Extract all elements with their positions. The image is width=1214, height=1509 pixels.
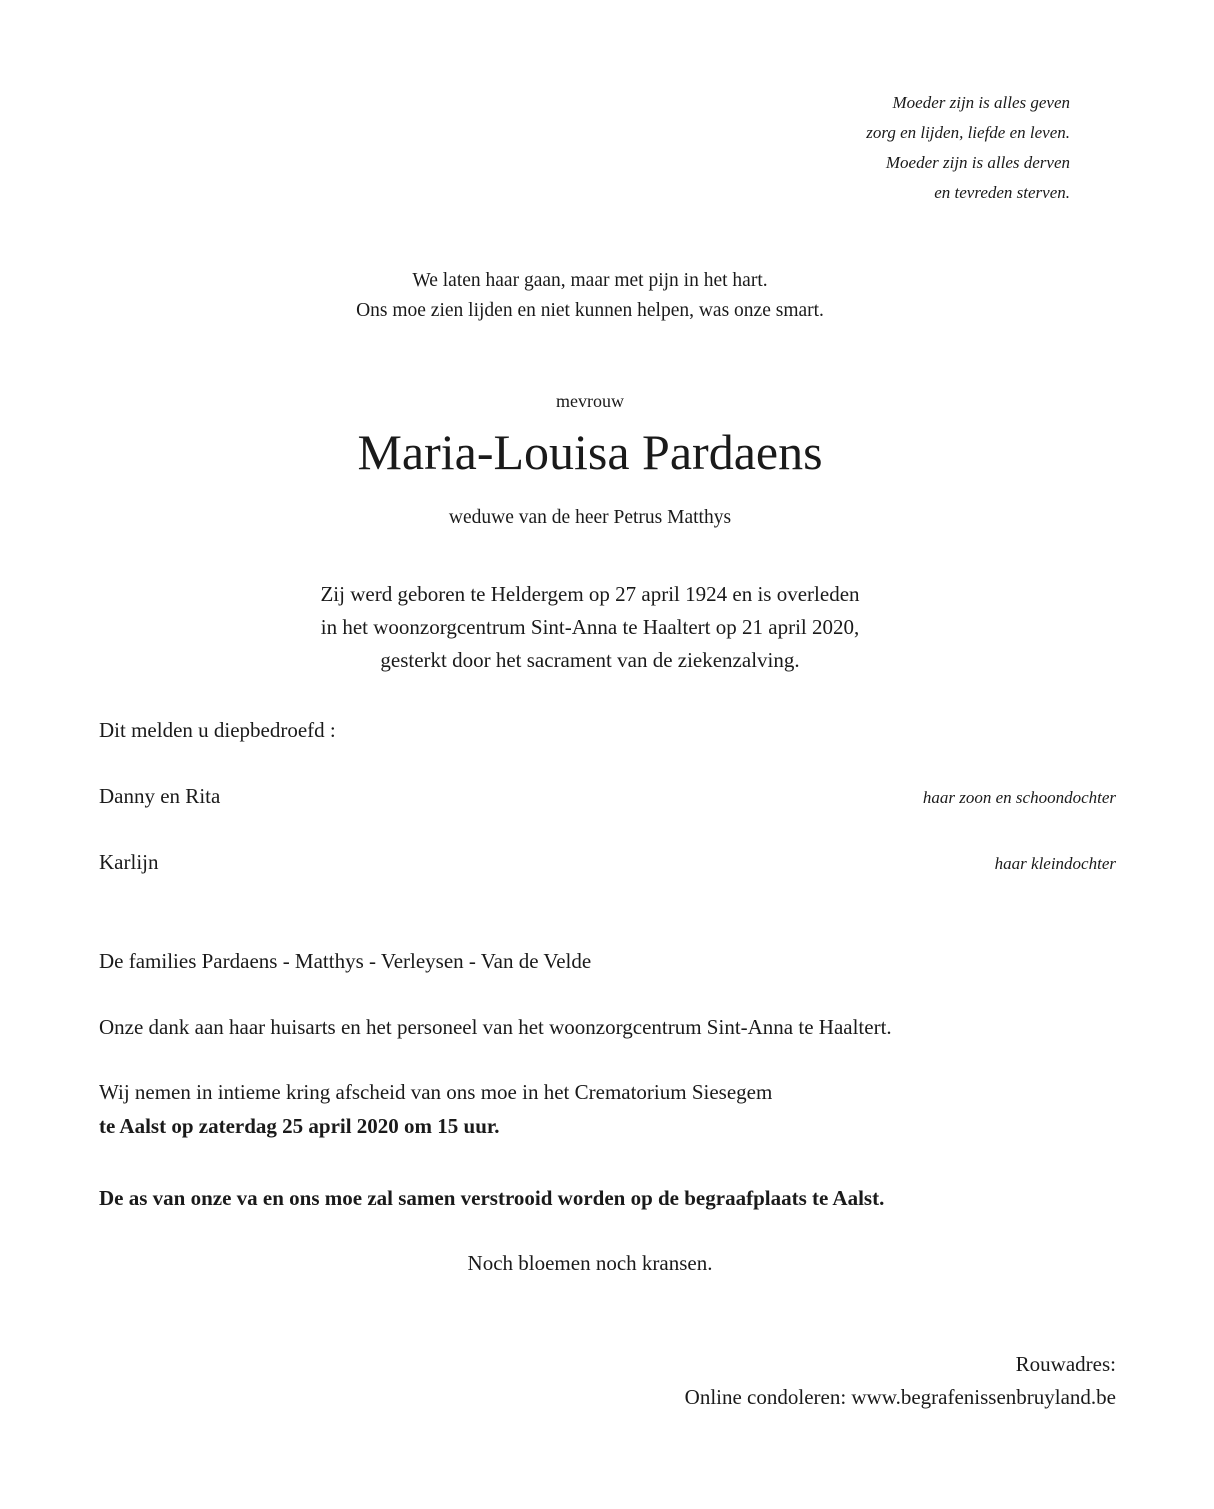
- relative-relation: haar zoon en schoondochter: [922, 788, 1116, 807]
- poem-line: Moeder zijn is alles geven: [892, 93, 1070, 112]
- bio-line: in het woonzorgcentrum Sint-Anna te Haaltert op 21 april 2020,: [320, 615, 860, 639]
- online-condolence: Online condoleren: www.begrafenissenbruyland.be: [684, 1385, 1116, 1409]
- poem: [866, 88, 1070, 208]
- flowers-note: Noch bloemen noch kransen.: [467, 1251, 713, 1275]
- poem-line: zorg en lijden, liefde en leven.: [866, 123, 1070, 142]
- bio-line: gesterkt door het sacrament van de ziekenzalving.: [380, 648, 800, 672]
- farewell-line: Wij nemen in intieme kring afscheid van ons moe in het Crematorium Siesegem: [99, 1080, 773, 1104]
- quote-line: We laten haar gaan, maar met pijn in het hart.: [412, 270, 768, 291]
- announcement: Dit melden u diepbedroefd :: [99, 718, 336, 742]
- bio-line: Zij werd geboren te Heldergem op 27 april 1924 en is overleden: [320, 582, 860, 606]
- relative-name: Danny en Rita: [99, 784, 221, 808]
- biography: [0, 578, 1180, 677]
- quote: [0, 266, 1180, 326]
- poem-line: en tevreden sterven.: [934, 183, 1070, 202]
- footer: [685, 1348, 1116, 1414]
- rouwadres-label: Rouwadres:: [1015, 1352, 1116, 1376]
- deceased-name: Maria-Louisa Pardaens: [357, 424, 823, 480]
- ashes-text: De as van onze va en ons moe zal samen verstrooid worden op de begraafplaats te Aalst.: [99, 1186, 885, 1210]
- quote-line: Ons moe zien lijden en niet kunnen helpen, was onze smart.: [356, 300, 824, 321]
- farewell-date: te Aalst op zaterdag 25 april 2020 om 15 uur.: [99, 1114, 500, 1138]
- widow-of: weduwe van de heer Petrus Matthys: [448, 507, 732, 528]
- poem-line: Moeder zijn is alles derven: [885, 153, 1070, 172]
- families: De families Pardaens - Matthys - Verleysen - Van de Velde: [99, 949, 592, 973]
- relative-name: Karlijn: [99, 850, 159, 874]
- deceased-title: mevrouw: [556, 391, 624, 411]
- thanks-text: Onze dank aan haar huisarts en het personeel van het woonzorgcentrum Sint-Anna te Haaltert.: [99, 1015, 892, 1039]
- relative-relation: haar kleindochter: [994, 854, 1116, 873]
